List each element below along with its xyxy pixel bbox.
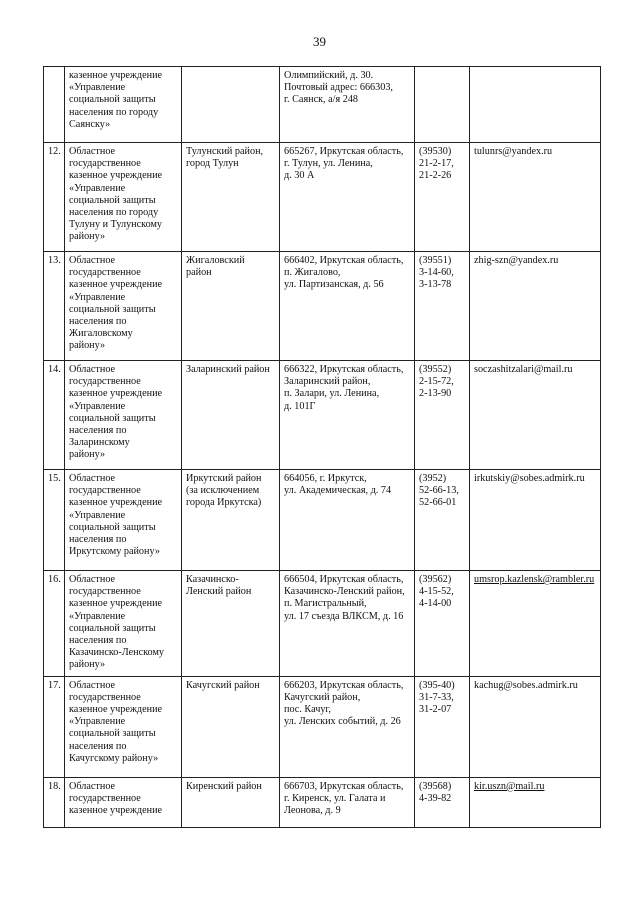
agency-name-cell xyxy=(65,361,182,470)
email-cell xyxy=(470,252,601,361)
row-number-cell xyxy=(44,67,65,143)
agency-name-line: «Управление xyxy=(69,291,126,303)
agency-name-line: району» xyxy=(69,340,106,352)
address-line: 666703, Иркутская область, xyxy=(284,780,404,792)
agency-name-line: социальной защиты xyxy=(69,194,156,206)
agency-name-line: казенное учреждение xyxy=(69,598,163,610)
address-line: 666504, Иркутская область, xyxy=(284,574,404,585)
phone-line: 31-2-07 xyxy=(419,704,452,716)
email-link[interactable]: zhig-szn@yandex.ru xyxy=(474,255,559,266)
row-number: 12. xyxy=(48,146,61,157)
email-cell xyxy=(470,470,601,571)
email-link[interactable]: soczashitzalari@mail.ru xyxy=(474,364,573,375)
agency-name-line: Заларинскому xyxy=(69,437,130,449)
agency-name-line: социальной защиты xyxy=(69,728,156,740)
address-line: 665267, Иркутская область, xyxy=(284,146,404,157)
phone-line: (39568) xyxy=(419,780,452,792)
district-cell xyxy=(182,470,280,571)
agencies-table xyxy=(43,66,601,828)
table-row xyxy=(44,777,601,827)
email-link[interactable]: tulunrs@yandex.ru xyxy=(474,146,553,157)
agency-name-line: Областное xyxy=(69,146,116,157)
row-number: 17. xyxy=(48,679,61,691)
address-line: ул. 17 съезда ВЛКСМ, д. 16 xyxy=(284,610,404,622)
district-cell xyxy=(182,676,280,777)
phone-cell xyxy=(415,571,470,677)
district-line: (за исключением xyxy=(186,485,260,497)
district-line: Жигаловский xyxy=(186,255,245,266)
phone-cell xyxy=(415,361,470,470)
table-row xyxy=(44,67,601,143)
email-cell xyxy=(470,361,601,470)
agency-name-line: населения по xyxy=(69,316,127,328)
agency-name-line: казенное учреждение xyxy=(69,279,163,291)
address-line: д. 30 А xyxy=(284,170,315,182)
agency-name-line: населения по городу xyxy=(69,207,159,219)
phone-cell xyxy=(415,676,470,777)
agency-name-line: населения по xyxy=(69,534,127,546)
agency-name-line: населения по xyxy=(69,425,127,437)
address-line: Казачинско-Ленский район, xyxy=(284,586,405,598)
district-line: район xyxy=(186,267,212,279)
district-cell xyxy=(182,361,280,470)
agency-name-line: Областное xyxy=(69,473,116,484)
agency-name-line: «Управление xyxy=(69,400,126,412)
agency-name-line: казенное учреждение xyxy=(69,704,163,716)
table-body xyxy=(44,67,601,828)
agency-name-line: социальной защиты xyxy=(69,94,156,106)
address-line: 666203, Иркутская область, xyxy=(284,679,404,691)
phone-line: 31-7-33, xyxy=(419,691,454,703)
address-line: п. Залари, ул. Ленина, xyxy=(284,388,380,400)
district-cell xyxy=(182,571,280,677)
phone-line: (3952) xyxy=(419,473,447,484)
row-number: 14. xyxy=(48,364,61,375)
agency-name-line: «Управление xyxy=(69,182,126,194)
agency-name-line: Качугскому району» xyxy=(69,752,159,764)
agency-name-line: населения по городу xyxy=(69,106,159,118)
email-cell xyxy=(470,571,601,677)
address-line: г. Тулун, ул. Ленина, xyxy=(284,158,373,170)
agency-name-cell xyxy=(65,470,182,571)
email-link[interactable]: umsrop.kazlensk@rambler.ru xyxy=(474,574,595,585)
agency-name-line: Областное xyxy=(69,364,116,375)
district-cell xyxy=(182,777,280,827)
district-line: города Иркутска) xyxy=(186,497,262,509)
agency-name-line: «Управление xyxy=(69,509,126,521)
email-link[interactable]: irkutskiy@sobes.admirk.ru xyxy=(474,473,585,484)
agency-name-line: Областное xyxy=(69,780,116,792)
table-row xyxy=(44,252,601,361)
agency-name-line: социальной защиты xyxy=(69,412,156,424)
phone-line: 2-13-90 xyxy=(419,388,452,400)
table-row xyxy=(44,143,601,252)
agency-name-line: населения по xyxy=(69,635,127,647)
row-number-cell xyxy=(44,252,65,361)
agency-name-line: государственное xyxy=(69,691,141,703)
email-cell xyxy=(470,676,601,777)
email-link[interactable]: kir.uszn@mail.ru xyxy=(474,780,545,792)
agency-name-line: Тулуну и Тулунскому xyxy=(69,219,163,231)
address-line: ул. Ленских событий, д. 26 xyxy=(284,716,401,728)
phone-line: 4-14-00 xyxy=(419,598,452,610)
agency-name-line: казенное учреждение xyxy=(69,497,163,509)
agency-name-line: социальной защиты xyxy=(69,622,156,634)
table-row xyxy=(44,470,601,571)
address-cell xyxy=(280,252,415,361)
district-line: Заларинский район xyxy=(186,364,270,375)
row-number-cell xyxy=(44,143,65,252)
row-number-cell xyxy=(44,676,65,777)
district-line: Ленский район xyxy=(186,586,252,598)
phone-cell xyxy=(415,143,470,252)
address-cell xyxy=(280,67,415,143)
agency-name-line: «Управление xyxy=(69,610,126,622)
row-number: 16. xyxy=(48,574,61,585)
address-line: Олимпийский, д. 30. xyxy=(284,70,374,81)
address-line: г. Саянск, а/я 248 xyxy=(284,94,359,106)
address-cell xyxy=(280,571,415,677)
address-line: ул. Партизанская, д. 56 xyxy=(284,279,384,291)
district-line: Киренский район xyxy=(186,780,262,792)
district-line: Казачинско- xyxy=(186,574,239,585)
district-cell xyxy=(182,67,280,143)
phone-line: (39551) xyxy=(419,255,452,266)
email-cell xyxy=(470,777,601,827)
agency-name-line: государственное xyxy=(69,376,141,388)
row-number-cell xyxy=(44,777,65,827)
phone-line: 3-14-60, xyxy=(419,267,454,279)
agency-name-line: социальной защиты xyxy=(69,303,156,315)
phone-line: 21-2-26 xyxy=(419,170,452,182)
district-line: Иркутский район xyxy=(186,473,262,484)
district-cell xyxy=(182,252,280,361)
phone-cell xyxy=(415,67,470,143)
agency-name-line: Иркутскому району» xyxy=(69,546,160,558)
phone-cell xyxy=(415,777,470,827)
agency-name-line: государственное xyxy=(69,485,141,497)
table-row xyxy=(44,676,601,777)
phone-cell xyxy=(415,470,470,571)
address-line: Заларинский район, xyxy=(284,376,371,388)
phone-line: 4-15-52, xyxy=(419,586,454,598)
agency-name-line: государственное xyxy=(69,586,141,598)
email-cell xyxy=(470,67,601,143)
agency-name-line: казенное учреждение xyxy=(69,388,163,400)
agency-name-line: Казачинско-Ленскому xyxy=(69,647,164,659)
agency-name-line: социальной защиты xyxy=(69,521,156,533)
address-line: 666402, Иркутская область, xyxy=(284,255,404,266)
agency-name-line: Областное xyxy=(69,574,116,585)
address-cell xyxy=(280,470,415,571)
address-line: 664056, г. Иркутск, xyxy=(284,473,367,484)
address-cell xyxy=(280,676,415,777)
agency-name-line: государственное xyxy=(69,267,141,279)
address-line: Леонова, д. 9 xyxy=(284,805,341,817)
agency-name-line: району» xyxy=(69,659,106,671)
phone-cell xyxy=(415,252,470,361)
agency-name-cell xyxy=(65,252,182,361)
agency-name-line: Саянску» xyxy=(69,118,111,130)
address-cell xyxy=(280,143,415,252)
phone-line: (39562) xyxy=(419,574,452,585)
address-cell xyxy=(280,361,415,470)
agency-name-cell xyxy=(65,676,182,777)
agency-name-cell xyxy=(65,67,182,143)
district-line: город Тулун xyxy=(186,158,239,170)
phone-line: 2-15-72, xyxy=(419,376,454,388)
address-line: п. Жигалово, xyxy=(284,267,341,279)
row-number: 15. xyxy=(48,473,61,484)
district-line: Тулунский район, xyxy=(186,146,264,157)
phone-line: 52-66-13, xyxy=(419,485,459,497)
phone-line: (39530) xyxy=(419,146,452,157)
agency-name-line: «Управление xyxy=(69,716,126,728)
page-number: 39 xyxy=(313,34,326,49)
address-line: д. 101Г xyxy=(284,400,316,412)
row-number-cell xyxy=(44,470,65,571)
address-cell xyxy=(280,777,415,827)
address-line: г. Киренск, ул. Галата и xyxy=(284,792,386,804)
address-line: пос. Качуг, xyxy=(284,704,331,716)
agency-name-line: Областное xyxy=(69,255,116,266)
agency-name-cell xyxy=(65,571,182,677)
agency-name-line: государственное xyxy=(69,158,141,170)
phone-line: (395-40) xyxy=(419,679,455,691)
agency-name-line: населения по xyxy=(69,740,127,752)
phone-line: 3-13-78 xyxy=(419,279,452,291)
address-line: Качугский район, xyxy=(284,691,361,703)
agency-name-line: казенное учреждение xyxy=(69,805,163,817)
row-number-cell xyxy=(44,361,65,470)
row-number-cell xyxy=(44,571,65,677)
district-line: Качугский район xyxy=(186,679,260,691)
phone-line: 4-39-82 xyxy=(419,792,452,804)
agency-name-line: району» xyxy=(69,449,106,461)
agency-name-line: казенное учреждение xyxy=(69,170,163,182)
address-line: Почтовый адрес: 666303, xyxy=(284,82,393,94)
address-line: ул. Академическая, д. 74 xyxy=(284,485,392,497)
phone-line: (39552) xyxy=(419,364,452,375)
agency-name-cell xyxy=(65,143,182,252)
table-row xyxy=(44,571,601,677)
agency-name-line: «Управление xyxy=(69,82,126,94)
phone-line: 52-66-01 xyxy=(419,497,457,509)
district-cell xyxy=(182,143,280,252)
row-number: 18. xyxy=(48,780,61,792)
phone-line: 21-2-17, xyxy=(419,158,454,170)
agency-name-line: району» xyxy=(69,231,106,243)
table-row xyxy=(44,361,601,470)
agency-name-line: казенное учреждение xyxy=(69,70,163,81)
agency-name-line: государственное xyxy=(69,792,141,804)
email-cell xyxy=(470,143,601,252)
agency-name-line: Жигаловскому xyxy=(69,328,133,340)
address-line: 666322, Иркутская область, xyxy=(284,364,404,375)
address-line: п. Магистральный, xyxy=(284,598,367,610)
email-link[interactable]: kachug@sobes.admirk.ru xyxy=(474,679,578,691)
row-number: 13. xyxy=(48,255,61,266)
agency-name-line: Областное xyxy=(69,679,116,691)
agency-name-cell xyxy=(65,777,182,827)
